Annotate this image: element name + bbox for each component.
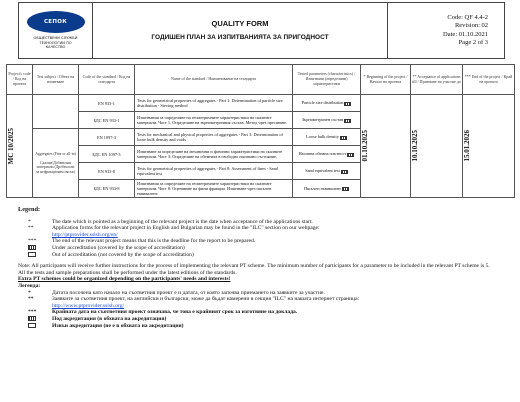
standard-name: Tests for geometrical properties of aggregates - Part 8: Assessment of fines - Sand equivalent test — [135, 163, 293, 180]
legend-item: * The date which is pointed as a beginning of the relevant project is the date when acceptance of the applications start. — [28, 218, 313, 225]
legend-item-bg: *** Крайната дата на съответния проект означава, че това е крайният срок за изготвяне на доклада. — [28, 309, 298, 316]
legend — [18, 207, 508, 329]
legend-title: Legend: — [18, 206, 41, 213]
form-code: Code: QF 4.4-2 — [447, 13, 488, 21]
non-accredited-box-icon — [28, 252, 36, 257]
accredited-marker-icon — [341, 170, 348, 174]
accredited-marker-icon — [347, 153, 354, 157]
col-header-project-code: Project's code / Код на проекта — [7, 65, 33, 95]
subject-en: Aggregates (Fine or all-in) — [35, 152, 76, 156]
legend-item: Out of accreditation (not covered by the scope of accreditation) — [18, 252, 508, 259]
project-code-cell — [7, 95, 33, 198]
ilc-link-en[interactable]: http://ptprovider.sslsh.org/en/ — [52, 231, 118, 238]
standard-name: Tests for mechanical and physical properties of aggregates - Part 3: Determination of loose bulk density and voids — [135, 129, 293, 146]
standard-code: БДС EN 1097-3 — [79, 146, 135, 163]
standard-name: Изпитвания за определяне на геометричните характеристики на скалните материали. Част 8: Оценяване на фини фракции. Изпитване чрез пясъчен еквивалент. — [135, 180, 293, 198]
standard-code: EN 933-8 — [79, 163, 135, 180]
tested-parameter: Loose bulk density — [293, 129, 361, 146]
standard-code: БДС EN 933-8 — [79, 180, 135, 198]
standard-code: EN 1097-3 — [79, 129, 135, 146]
legend-item-bg: * Датата посочена като начало на съответния проект е и датата, от която започва приемането на заявките за участие. — [28, 289, 325, 296]
table-header-row — [7, 65, 515, 95]
legend-item: Under accreditation (covered by the scope of accreditation) — [18, 245, 508, 252]
legend-item-bg: ** Заявките за съответния проект, на английски и български, може да бъдат намерени в секция "ILC" на нашата интернет страница: — [28, 296, 360, 303]
legend-title-bg: Легенда: — [18, 282, 41, 289]
col-header-end: *** End of the project / Край на проекта — [463, 65, 515, 95]
accept-date-cell — [411, 95, 463, 198]
subject-bg: Скални/Добавъчни материали (Дребен или за нефракционен пясък) — [36, 160, 75, 174]
form-title — [93, 3, 388, 58]
accredited-marker-icon — [342, 187, 349, 191]
accept-date: 10.10.2025 — [411, 130, 419, 162]
tested-parameter: Sand equivalent test — [293, 163, 361, 180]
standard-name: Tests for geometrical properties of aggregates - Part 1: Determination of particle size distribution - Sieving method — [135, 95, 293, 112]
subject-cell-1 — [33, 95, 79, 129]
accredited-box-icon — [28, 316, 36, 321]
begin-date: 01.10.2025 — [361, 130, 369, 162]
note-extra-schemes: Extra PT schemes could be organized depending on the participants' needs and interests! — [18, 276, 231, 283]
legend-item: ** Application forms for the relevant project in English and Bulgarian may be found in the "ILC" section on our webpage: — [28, 225, 320, 232]
col-header-standard-name: Name of the standard / Наименование на стандарта — [135, 65, 293, 95]
form-date: Date: 01.10.2021 — [443, 30, 488, 38]
form-revision: Revision: 02 — [454, 22, 488, 29]
tested-parameter: Пясъчен еквивалент — [293, 180, 361, 198]
accredited-box-icon — [28, 245, 36, 250]
logo — [19, 3, 93, 58]
col-header-standard-code: Code of the standard / Код на стандарта — [79, 65, 135, 95]
title-en: QUALITY FORM — [211, 19, 269, 28]
logo-subtitle: ОБЩЕСТВЕНИ СЛУЖБИ ТЕХНОЛОГИИ ПО КАЧЕСТВО — [33, 36, 78, 50]
tested-parameter: Зърнометричен състав — [293, 112, 361, 129]
col-header-test-subject: Test subject / Обект на изпитване — [33, 65, 79, 95]
col-header-acceptance: ** Acceptance of applications till / Приемане на участие до — [411, 65, 463, 95]
accredited-marker-icon — [340, 136, 347, 140]
end-date: 15.01.2026 — [463, 130, 471, 162]
logo-mark: СЕПОК — [27, 11, 85, 33]
subject-cell-2 — [33, 129, 79, 198]
col-header-tested-parameters: Tested parameters (characteristics) / Изпитвани (определяни) характеристики — [293, 65, 361, 95]
begin-date-cell — [361, 95, 411, 198]
document-header — [18, 2, 505, 59]
ilc-link-bg[interactable]: http://www.ptprovider.sslsh.org/ — [52, 302, 125, 309]
non-accredited-box-icon — [28, 323, 36, 328]
note-editions: All the tests and sample preparations shall be performed under the latest editions of the standards. — [18, 269, 237, 276]
end-date-cell — [463, 95, 515, 198]
legend-item-bg: Извън акредитация (не е в обхвата на акредитация) — [18, 323, 508, 330]
form-page: Page 2 of 3 — [458, 39, 488, 46]
standard-name: Изпитвания за определяне на геометричните характеристики на скалните материали. Част 1: Определяне на зърнометричния състав. Метод чрез пресяване. — [135, 112, 293, 129]
standard-name: Изпитване за определяне на механични и физични характеристики на скалните материали. Част 3: Определяне на обемната в свободно насипано състояние. — [135, 146, 293, 163]
standard-code: БДС EN 933-1 — [79, 112, 135, 129]
tested-parameter: Particle size distribution — [293, 95, 361, 112]
accredited-marker-icon — [344, 119, 351, 123]
legend-item: *** The end of the relevant project means that this is the deadline for the report to be prepared. — [28, 238, 256, 245]
col-header-beginning: * Beginning of the project / Начало на проекта — [361, 65, 411, 95]
standard-code: EN 933-1 — [79, 95, 135, 112]
pt-plan-table — [6, 64, 515, 198]
accredited-marker-icon — [344, 102, 351, 106]
tested-parameter: Насипна обемна плътност — [293, 146, 361, 163]
project-code: MC 10/2025 — [7, 127, 15, 165]
form-code-block — [388, 3, 504, 58]
table-row — [7, 95, 515, 112]
legend-item-bg: Под акредитация (в обхвата на акредитация) — [18, 316, 508, 323]
note-participants: Note: All participants will receive further instructions for the process of implementing the relevant PT scheme. The minimum number of participants for a parameter to be included in the relevant PT scheme is 5. — [18, 263, 490, 270]
title-bg: ГОДИШЕН ПЛАН ЗА ИЗПИТВАНИЯТА ЗА ПРИГОДНОСТ — [151, 34, 329, 41]
